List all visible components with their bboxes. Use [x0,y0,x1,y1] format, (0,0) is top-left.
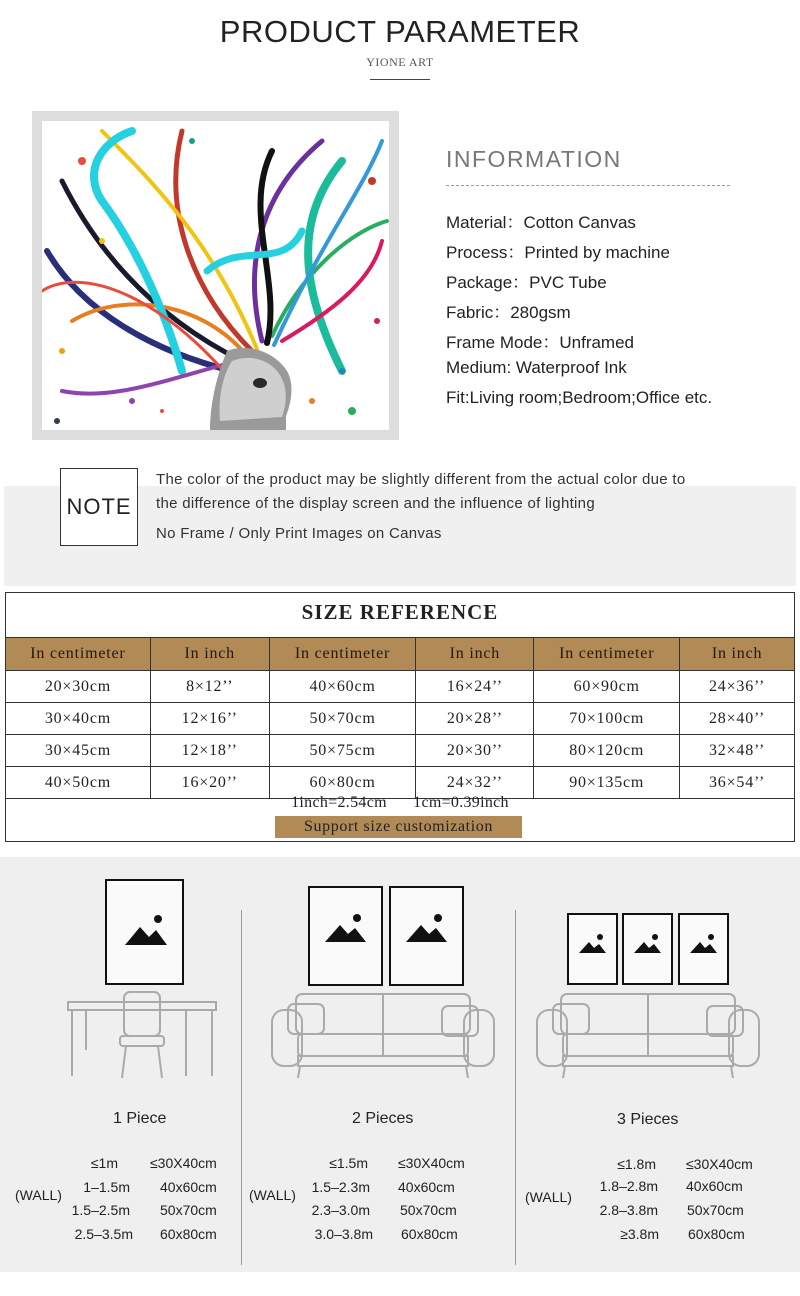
info-frame-mode: Frame Mode：Unframed [446,333,635,352]
desk-chair-icon [66,990,218,1080]
customization-banner: Support size customization [275,816,522,838]
wall-size: 40x60cm [686,1178,743,1194]
page-title: PRODUCT PARAMETER [219,14,581,49]
size-table-header-row [6,638,795,671]
information-divider [446,185,730,186]
info-package: Package：PVC Tube [446,273,607,292]
info-fabric: Fabric：280gsm [446,303,571,322]
info-material: Material：Cotton Canvas [446,213,636,232]
note-line: the difference of the display screen and the influence of lighting [156,495,595,512]
note-line: No Frame / Only Print Images on Canvas [156,525,442,542]
wall-size: 60x80cm [401,1226,458,1242]
framed-picture [567,913,618,985]
table-cell: 12×16’’ [150,703,269,735]
wall-size: 50x70cm [160,1202,217,1218]
table-cell: 12×18’’ [150,735,269,767]
framed-picture [308,886,383,986]
table-cell: 28×40’’ [680,703,795,735]
column-header: In inch [680,638,795,671]
sofa-icon [270,992,496,1080]
table-cell: 8×12’’ [150,671,269,703]
table-cell: 80×120cm [534,735,680,767]
table-cell: 50×70cm [269,703,416,735]
wall-range: 2.5–3.5m [74,1226,133,1242]
table-cell: 40×60cm [269,671,416,703]
column-divider [515,910,516,1265]
wall-size: 50x70cm [687,1202,744,1218]
table-cell: 60×80cm [269,767,416,799]
column-header: In inch [416,638,534,671]
table-cell: 20×30’’ [416,735,534,767]
wall-range: 2.8–3.8m [599,1202,658,1218]
table-cell: 16×20’’ [150,767,269,799]
wall-label: (WALL) [525,1189,572,1205]
table-cell: 70×100cm [534,703,680,735]
wall-range: 1.5–2.3m [311,1179,370,1195]
info-process: Process：Printed by machine [446,243,670,262]
wall-range: 2.3–3.0m [311,1202,370,1218]
title-divider [370,79,430,80]
wall-range: 1–1.5m [83,1179,130,1195]
table-cell: 16×24’’ [416,671,534,703]
wall-size: 60x80cm [688,1226,745,1242]
framed-picture [622,913,673,985]
wall-range: ≤1.5m [329,1155,368,1171]
wall-range: 3.0–3.8m [314,1226,373,1242]
product-image [42,121,389,430]
table-cell: 24×32’’ [416,767,534,799]
mountain-image-icon [310,888,381,984]
wall-size: 40x60cm [160,1179,217,1195]
table-cell: 36×54’’ [680,767,795,799]
wall-size: ≤30X40cm [150,1155,217,1171]
table-cell: 20×30cm [6,671,151,703]
table-cell: 20×28’’ [416,703,534,735]
framed-picture [105,879,184,985]
wall-size: ≤30X40cm [398,1155,465,1171]
wall-range: 1.8–2.8m [599,1178,658,1194]
paint-splash-artwork [42,121,389,430]
piece-label: 3 Pieces [617,1111,679,1128]
table-cell: 40×50cm [6,767,151,799]
note-label: NOTE [60,468,138,546]
information-heading: INFORMATION [446,146,622,172]
size-reference-title: SIZE REFERENCE [301,600,499,624]
mountain-image-icon [107,881,182,983]
column-header: In centimeter [269,638,416,671]
column-header: In centimeter [6,638,151,671]
table-cell: 60×90cm [534,671,680,703]
table-cell: 32×48’’ [680,735,795,767]
wall-range: ≤1.8m [617,1156,656,1172]
mountain-image-icon [391,888,462,984]
table-cell: 50×75cm [269,735,416,767]
wall-size: 50x70cm [400,1202,457,1218]
piece-label: 1 Piece [113,1110,167,1127]
wall-size: ≤30X40cm [686,1156,753,1172]
wall-size: 40x60cm [398,1179,455,1195]
column-header: In inch [150,638,269,671]
mountain-image-icon [624,915,671,983]
wall-size: 60x80cm [160,1226,217,1242]
mountain-image-icon [680,915,727,983]
info-medium: Medium: Waterproof Ink [446,358,627,377]
table-row [6,671,795,703]
brand-subtitle: YIONE ART [366,55,434,69]
unit-conversion: 1inch=2.54cm 1cm=0.39inch [291,794,509,811]
mountain-image-icon [569,915,616,983]
framed-picture [678,913,729,985]
table-cell: 24×36’’ [680,671,795,703]
sofa-icon [535,992,761,1080]
wall-range: 1.5–2.5m [71,1202,130,1218]
column-header: In centimeter [534,638,680,671]
piece-label: 2 Pieces [352,1110,414,1127]
table-row [6,703,795,735]
size-table [5,637,795,799]
wall-range: ≥3.8m [620,1226,659,1242]
info-fit: Fit:Living room;Bedroom;Office etc. [446,388,713,407]
column-divider [241,910,242,1265]
wall-label: (WALL) [15,1187,62,1203]
note-line: The color of the product may be slightly different from the actual color due to [156,471,686,488]
table-cell: 90×135cm [534,767,680,799]
wall-range: ≤1m [90,1155,118,1171]
table-row [6,735,795,767]
framed-picture [389,886,464,986]
wall-label: (WALL) [249,1187,296,1203]
table-cell: 30×45cm [6,735,151,767]
table-cell: 30×40cm [6,703,151,735]
